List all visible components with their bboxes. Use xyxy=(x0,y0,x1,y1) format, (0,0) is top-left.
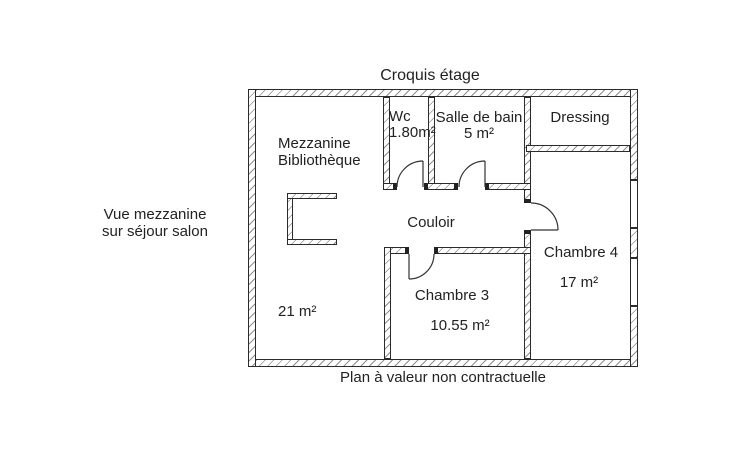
salle-de-bain-area: 5 m² xyxy=(463,125,494,142)
stairwell-rail-bottom xyxy=(287,239,337,245)
footer-note: Plan à valeur non contractuelle xyxy=(340,369,546,386)
room-area-mezzanine: 21 m² xyxy=(278,303,317,320)
room-area-chambre4: 17 m² xyxy=(559,274,599,291)
wall-exterior-right-lower xyxy=(630,306,638,367)
wall-chambre3-west xyxy=(384,247,391,359)
side-note xyxy=(102,206,208,240)
mezzanine-label-line2: Bibliothèque xyxy=(278,152,361,169)
doorpost-ch4-bottom xyxy=(524,230,531,234)
wall-exterior-right-pier xyxy=(630,228,638,258)
room-label-dressing: Dressing xyxy=(550,109,610,126)
side-note-line2: sur séjour salon xyxy=(102,223,208,240)
doorpost-ch4-top xyxy=(524,199,531,203)
stairwell-rail-top xyxy=(287,193,337,199)
side-note-line1: Vue mezzanine xyxy=(103,206,207,223)
doorpost-sdb-left xyxy=(454,183,458,190)
window-right-upper xyxy=(630,180,638,228)
doorpost-sdb-right xyxy=(485,183,489,190)
door-chambre3-arc xyxy=(409,254,434,279)
wall-couloir-south-b xyxy=(434,247,531,254)
doorpost-ch3-right xyxy=(434,247,438,254)
door-chambre4-arc xyxy=(531,203,558,230)
room-label-mezzanine xyxy=(278,135,361,169)
window-right-lower xyxy=(630,258,638,306)
wall-couloir-north-c xyxy=(485,183,531,190)
doorpost-wc-left xyxy=(393,183,397,190)
page-title: Croquis étage xyxy=(380,67,480,84)
room-label-couloir: Couloir xyxy=(407,214,455,231)
wc-area: 1.80m² xyxy=(389,124,436,141)
room-label-chambre3: Chambre 3 xyxy=(414,287,490,304)
room-label-chambre4: Chambre 4 xyxy=(543,244,619,261)
mezzanine-label-line1: Mezzanine xyxy=(278,135,351,152)
door-wc-arc xyxy=(397,161,423,187)
wall-dressing-south xyxy=(526,145,630,152)
stairwell-rail-left xyxy=(287,193,293,245)
wc-label: Wc xyxy=(389,108,411,125)
wall-exterior-right-upper xyxy=(630,89,638,180)
salle-de-bain-label: Salle de bain xyxy=(435,109,523,126)
doorpost-wc-right xyxy=(424,183,428,190)
wall-couloir-north-b xyxy=(424,183,458,190)
wall-exterior-top xyxy=(248,89,638,97)
wall-exterior-bottom xyxy=(248,359,638,367)
doorpost-ch3-left xyxy=(405,247,409,254)
door-sdb-arc xyxy=(459,161,485,187)
wall-exterior-left xyxy=(248,89,256,367)
room-label-salle-de-bain xyxy=(436,110,523,142)
room-area-chambre3: 10.55 m² xyxy=(430,317,490,334)
room-label-wc xyxy=(389,109,436,141)
